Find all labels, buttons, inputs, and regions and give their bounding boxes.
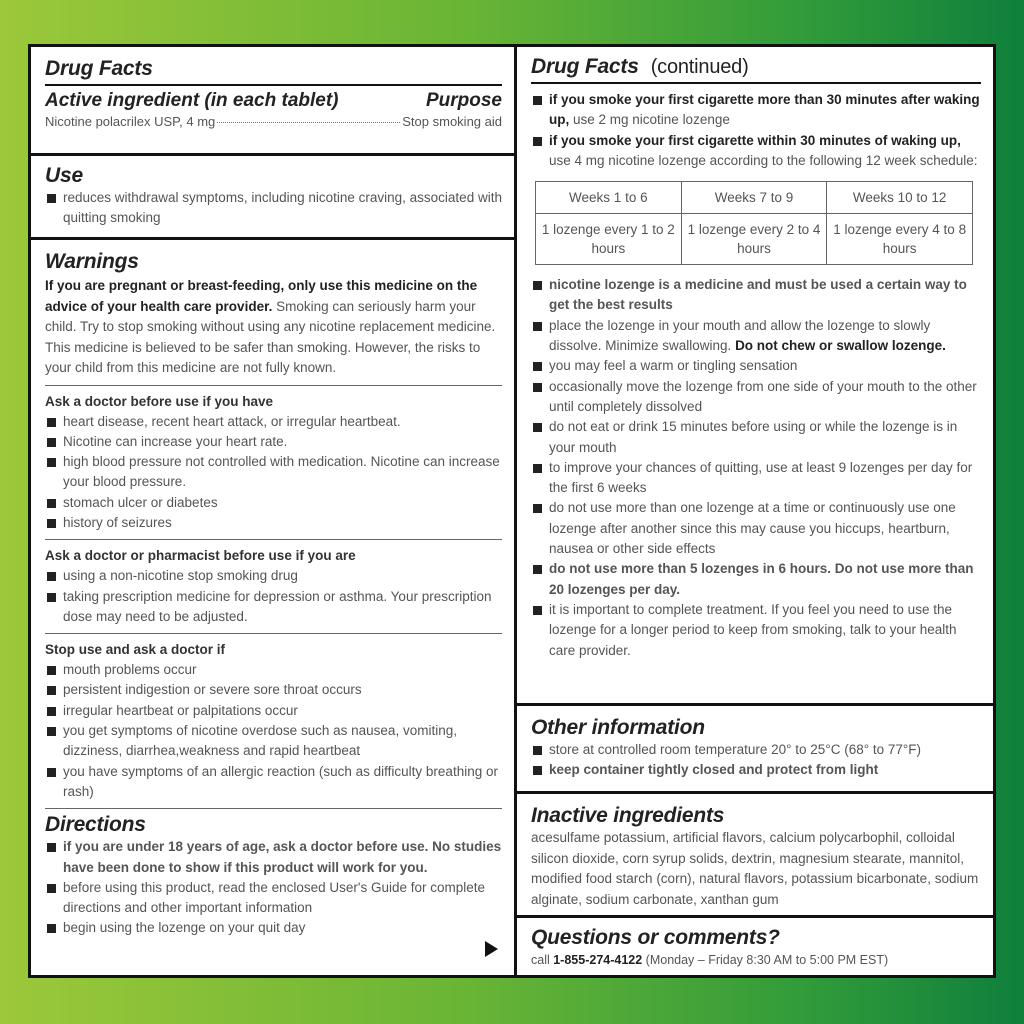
- ask-doctor-item: history of seizures: [45, 513, 502, 533]
- dosing-schedule-table: [535, 181, 973, 265]
- warnings-heading: Warnings: [45, 250, 139, 273]
- ask-pharmacist-heading: Ask a doctor or pharmacist before use if you are: [45, 548, 356, 564]
- ask-doctor-item: heart disease, recent heart attack, or irregular heartbeat.: [45, 412, 502, 432]
- warnings-paragraph: [45, 276, 502, 379]
- other-info-item: store at controlled room temperature 20° to 25°C (68° to 77°F): [531, 740, 981, 760]
- stop-use-heading: Stop use and ask a doctor if: [45, 642, 226, 658]
- ingredient-purpose: Stop smoking aid: [402, 114, 502, 129]
- direction-item: do not eat or drink 15 minutes before using or while the lozenge is in your mouth: [531, 417, 981, 458]
- stop-use-item: mouth problems occur: [45, 660, 502, 680]
- stop-use-item: you get symptoms of nicotine overdose such as nausea, vomiting, dizziness, diarrhea,weakness and rapid heartbeat: [45, 721, 502, 762]
- direction-item: it is important to complete treatment. If you feel you need to use the lozenge for a longer period to keep from smoking, talk to your health care provider.: [531, 600, 981, 661]
- inactive-ingredients-section: [517, 791, 993, 910]
- directions-item: before using this product, read the enclosed User's Guide for complete directions and other important information: [45, 878, 502, 919]
- warnings-section: [31, 237, 514, 939]
- left-column: [31, 47, 517, 975]
- direction-item: nicotine lozenge is a medicine and must be used a certain way to get the best results: [531, 275, 981, 316]
- questions-heading: Questions or comments?: [531, 926, 780, 949]
- ingredient-row: [45, 114, 502, 129]
- schedule-header: Weeks 10 to 12: [827, 182, 973, 214]
- directions-continued-section: [517, 55, 993, 661]
- schedule-cell: 1 lozenge every 1 to 2 hours: [536, 214, 682, 265]
- active-ingredient-heading: Active ingredient (in each tablet): [45, 90, 339, 111]
- direction-item: you may feel a warm or tingling sensation: [531, 356, 981, 376]
- other-info-item: keep container tightly closed and protect from light: [531, 760, 981, 780]
- schedule-header: Weeks 1 to 6: [536, 182, 682, 214]
- schedule-header: Weeks 7 to 9: [681, 182, 827, 214]
- ask-doctor-item: Nicotine can increase your heart rate.: [45, 432, 502, 452]
- direction-item: if you smoke your first cigarette more than 30 minutes after waking up, use 2 mg nicotine lozenge: [531, 90, 981, 131]
- directions-heading: Directions: [45, 813, 146, 837]
- phone-number[interactable]: 1-855-274-4122: [553, 953, 643, 967]
- stop-use-item: persistent indigestion or severe sore throat occurs: [45, 680, 502, 700]
- drug-facts-header: [31, 57, 514, 129]
- directions-item: if you are under 18 years of age, ask a doctor before use. No studies have been done to show if this product will work for you.: [45, 837, 502, 878]
- warnings-bold: If you are pregnant or breast-feeding, only use this medicine on the advice of your health care provider.: [45, 278, 478, 314]
- ingredient-name: Nicotine polacrilex USP, 4 mg: [45, 114, 216, 129]
- stop-use-item: you have symptoms of an allergic reaction (such as difficulty breathing or rash): [45, 762, 502, 803]
- direction-item: place the lozenge in your mouth and allow the lozenge to slowly dissolve. Minimize swallowing. Do not chew or swallow lozenge.: [531, 316, 981, 357]
- stop-use-item: irregular heartbeat or palpitations occur: [45, 701, 502, 721]
- direction-item: to improve your chances of quitting, use at least 9 lozenges per day for the first 6 weeks: [531, 458, 981, 499]
- right-column: [517, 47, 993, 975]
- drug-facts-continued-title: Drug Facts (continued): [531, 55, 749, 78]
- questions-section: [517, 915, 993, 971]
- ask-doctor-heading: Ask a doctor before use if you have: [45, 393, 274, 409]
- questions-contact: call 1-855-274-4122 (Monday – Friday 8:30 AM to 5:00 PM EST): [531, 953, 889, 967]
- schedule-cell: 1 lozenge every 4 to 8 hours: [827, 214, 973, 265]
- inactive-ingredients-heading: Inactive ingredients: [531, 804, 725, 827]
- ask-pharmacist-item: using a non-nicotine stop smoking drug: [45, 566, 502, 586]
- use-item: reduces withdrawal symptoms, including nicotine craving, associated with quitting smoking: [45, 188, 502, 229]
- use-heading: Use: [45, 164, 83, 187]
- continued-label: (continued): [650, 56, 749, 78]
- use-section: [31, 153, 514, 229]
- directions-item: begin using the lozenge on your quit day: [45, 918, 502, 938]
- ask-doctor-item: high blood pressure not controlled with medication. Nicotine can increase your blood pressure.: [45, 452, 502, 493]
- drug-facts-title: Drug Facts: [45, 57, 153, 80]
- schedule-cell: 1 lozenge every 2 to 4 hours: [681, 214, 827, 265]
- direction-item: do not use more than 5 lozenges in 6 hours. Do not use more than 20 lozenges per day.: [531, 559, 981, 600]
- direction-item: occasionally move the lozenge from one side of your mouth to the other until completely dissolved: [531, 377, 981, 418]
- other-information-section: [517, 703, 993, 781]
- other-information-heading: Other information: [531, 716, 705, 739]
- inactive-ingredients-text: acesulfame potassium, artificial flavors, calcium polycarbophil, colloidal silicon dioxide, corn syrup solids, dextrin, magnesium stearate, mannitol, modified food starch (corn), natural flavors, potassium bicarbonate, sodium alginate, sodium carbonate, xanthan gum: [531, 830, 979, 907]
- warnings-text: Smoking can seriously harm your child. Try to stop smoking without using any nicotine replacement medicine. This medicine is believed to be safer than smoking. However, the risks to your child from this medicine are not fully known.: [45, 298, 496, 375]
- direction-item: do not use more than one lozenge at a time or continuously use one lozenge after another since this may cause you hiccups, heartburn, nausea or other side effects: [531, 498, 981, 559]
- purpose-heading: Purpose: [425, 90, 502, 111]
- drug-facts-panel: [28, 44, 996, 978]
- continue-arrow-icon: [485, 941, 498, 957]
- ask-doctor-item: stomach ulcer or diabetes: [45, 493, 502, 513]
- ask-pharmacist-item: taking prescription medicine for depression or asthma. Your prescription dose may need to be adjusted.: [45, 587, 502, 628]
- direction-item: if you smoke your first cigarette within 30 minutes of waking up, use 4 mg nicotine lozenge according to the following 12 week schedule:: [531, 131, 981, 172]
